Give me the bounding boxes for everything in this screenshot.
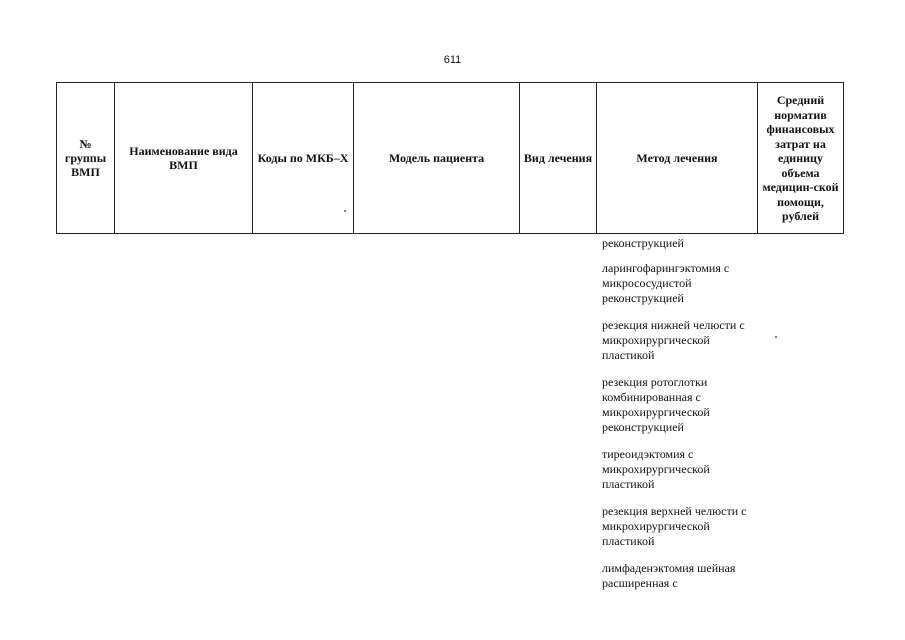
method-item: ларингофарингэктомия с микрососудистой реконструкцией xyxy=(602,261,730,305)
table-header xyxy=(56,82,844,234)
method-item: лимфаденэктомия шейная расширенная с xyxy=(602,561,736,590)
header-treatment-method: Метод лечения xyxy=(597,83,758,234)
page-number: 611 xyxy=(443,54,462,66)
method-item: реконструкцией xyxy=(602,236,684,250)
treatment-method-list xyxy=(602,236,762,603)
method-item: резекция верхней челюсти с микрохирургической пластикой xyxy=(602,504,747,548)
method-item: резекция ротоглотки комбинированная с микрохирургической реконструкцией xyxy=(602,375,710,434)
header-average-cost: Средний норматив финансовых затрат на единицу объема медицин-ской помощи, рублей xyxy=(758,83,844,234)
scan-speck xyxy=(344,210,346,212)
method-item: тиреоидэктомия с микрохирургической пластикой xyxy=(602,447,710,491)
header-icd-codes: Коды по МКБ–Х xyxy=(253,83,354,234)
header-vmp-type: Наименование вида ВМП xyxy=(115,83,253,234)
method-item: резекция нижней челюсти с микрохирургической пластикой xyxy=(602,318,745,362)
header-patient-model: Модель пациента xyxy=(354,83,520,234)
header-group-number: № группы ВМП xyxy=(57,83,115,234)
scan-speck xyxy=(775,336,777,338)
header-treatment-type: Вид лечения xyxy=(520,83,597,234)
